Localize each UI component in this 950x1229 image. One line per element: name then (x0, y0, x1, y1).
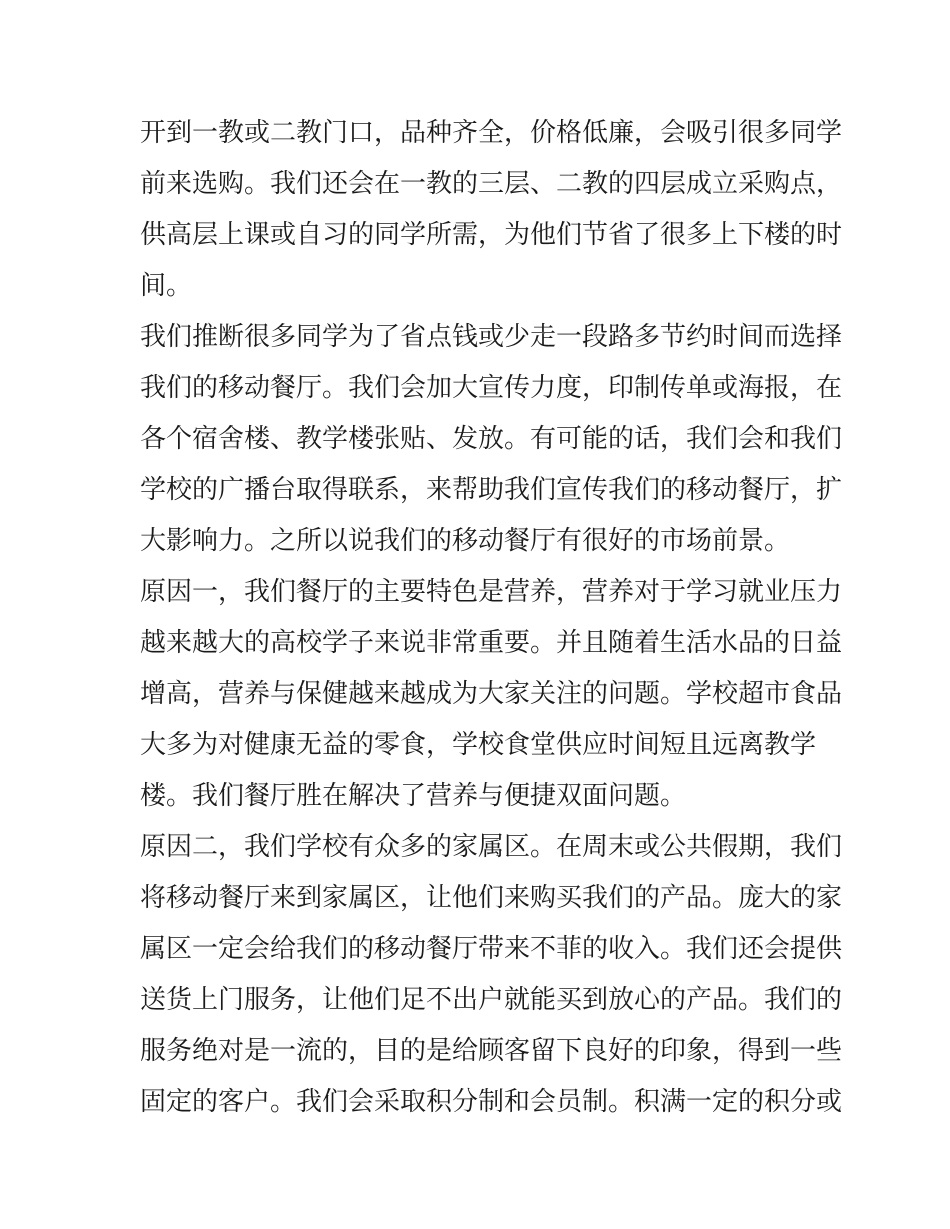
text-line: 前来选购。我们还会在一教的三层、二教的四层成立采购点， (140, 169, 843, 199)
text-line: 原因二，我们学校有众多的家属区。在周末或公共假期，我们 (140, 832, 843, 862)
text-line: 楼。我们餐厅胜在解决了营养与便捷双面问题。 (140, 781, 687, 811)
text-line: 越来越大的高校学子来说非常重要。并且随着生活水品的日益 (140, 628, 843, 658)
text-line: 开到一教或二教门口，品种齐全，价格低廉，会吸引很多同学 (140, 118, 843, 148)
body-text (140, 108, 843, 1128)
text-line: 送货上门服务，让他们足不出户就能买到放心的产品。我们的 (140, 985, 843, 1015)
text-line: 大影响力。之所以说我们的移动餐厅有很好的市场前景。 (140, 526, 791, 556)
text-line: 我们推断很多同学为了省点钱或少走一段路多节约时间而选择 (140, 322, 843, 352)
text-line: 各个宿舍楼、教学楼张贴、发放。有可能的话，我们会和我们 (140, 424, 843, 454)
text-line: 学校的广播台取得联系，来帮助我们宣传我们的移动餐厅，扩 (140, 475, 843, 505)
text-line: 间。 (140, 271, 193, 301)
text-line: 增高，营养与保健越来越成为大家关注的问题。学校超市食品 (140, 679, 843, 709)
text-line: 将移动餐厅来到家属区，让他们来购买我们的产品。庞大的家 (140, 883, 843, 913)
text-line: 固定的客户。我们会采取积分制和会员制。积满一定的积分或 (140, 1087, 843, 1117)
text-line: 属区一定会给我们的移动餐厅带来不菲的收入。我们还会提供 (140, 934, 843, 964)
text-line: 大多为对健康无益的零食，学校食堂供应时间短且远离教学 (140, 730, 817, 760)
text-line: 原因一，我们餐厅的主要特色是营养，营养对于学习就业压力 (140, 577, 843, 607)
text-line: 我们的移动餐厅。我们会加大宣传力度，印制传单或海报，在 (140, 373, 843, 403)
text-line: 服务绝对是一流的，目的是给顾客留下良好的印象，得到一些 (140, 1036, 843, 1066)
text-line: 供高层上课或自习的同学所需，为他们节省了很多上下楼的时 (140, 220, 843, 250)
